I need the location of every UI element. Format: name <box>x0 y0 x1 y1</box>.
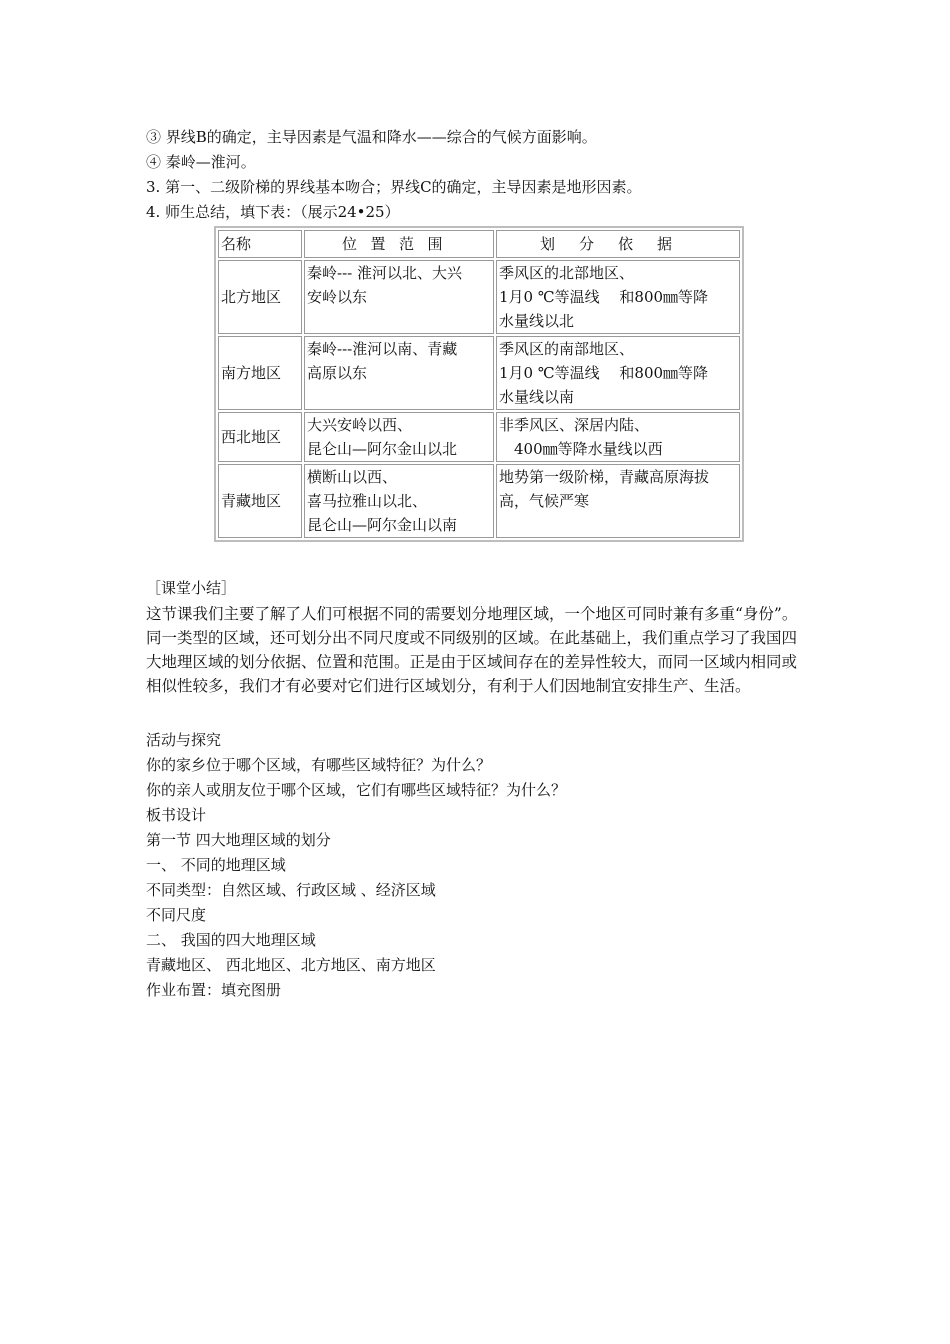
summary-heading: ［课堂小结］ <box>146 579 237 597</box>
outline-item-2: 二、 我国的四大地理区域 <box>146 931 316 949</box>
outline-regions: 青藏地区、 西北地区、北方地区、南方地区 <box>146 956 436 974</box>
table-header-row <box>218 230 740 258</box>
region-name: 西北地区 <box>218 412 302 462</box>
basis-line: 1月0 ℃等温线 和800㎜等降 <box>499 288 709 306</box>
homework: 作业布置：填充图册 <box>146 981 282 999</box>
basis-line: 水量线以南 <box>499 388 575 406</box>
header-basis: 划分依据 <box>496 230 740 258</box>
basis-line: 非季风区、深居内陆、 <box>499 416 650 434</box>
outline-item-1: 一、 不同的地理区域 <box>146 856 286 874</box>
activity-heading: 活动与探究 <box>146 731 222 749</box>
basis-line: 季风区的北部地区、 <box>499 264 635 282</box>
basis-line: 季风区的南部地区、 <box>499 340 635 358</box>
basis-line: 高，气候严寒 <box>499 492 590 510</box>
summary-paragraph: 这节课我们主要了解了人们可根据不同的需要划分地理区域，一个地区可同时兼有多重“身份”。同一类型的区域，还可划分出不同尺度或不同级别的区域。在此基础上，我们重点学习了我国四大地理区域的划分依据、位置和范围。正是由于区域间存在的差异性较大，而同一区域内相同或相似性较多，我们才有必要对它们进行区域划分，有利于人们因地制宜安排生产、生活。 <box>146 605 798 695</box>
header-position: 位置范围 <box>304 230 494 258</box>
position-line: 高原以东 <box>307 364 368 382</box>
region-name: 青藏地区 <box>218 464 302 538</box>
text-line-4: 4. 师生总结，填下表：（展示24•25） <box>146 203 400 221</box>
activity-question-1: 你的家乡位于哪个区域，有哪些区域特征？为什么？ <box>146 756 492 774</box>
position-line: 秦岭---淮河以南、青藏 <box>307 340 458 358</box>
board-design-heading: 板书设计 <box>146 806 207 824</box>
region-basis <box>496 260 740 334</box>
region-basis <box>496 336 740 410</box>
basis-line: 地势第一级阶梯，青藏高原海拔 <box>499 468 710 486</box>
text-line-3: 3. 第一、二级阶梯的界线基本吻合；界线C的确定，主导因素是地形因素。 <box>146 178 642 196</box>
position-line: 昆仑山—阿尔金山以北 <box>307 440 458 458</box>
region-name: 南方地区 <box>218 336 302 410</box>
regions-table <box>214 226 744 542</box>
region-position <box>304 260 494 334</box>
position-line: 横断山以西、 <box>307 468 398 486</box>
region-basis <box>496 412 740 462</box>
basis-line: 水量线以北 <box>499 312 575 330</box>
table-row <box>218 260 740 334</box>
header-name: 名称 <box>218 230 302 258</box>
region-position <box>304 464 494 538</box>
outline-types: 不同类型：自然区域、行政区域 、经济区域 <box>146 881 436 899</box>
text-line-1: ③ 界线B的确定，主导因素是气温和降水——综合的气候方面影响。 <box>146 128 597 146</box>
table-row <box>218 412 740 462</box>
text-line-2: ④ 秦岭—淮河。 <box>146 153 256 171</box>
basis-line: 1月0 ℃等温线 和800㎜等降 <box>499 364 709 382</box>
position-line: 喜马拉雅山以北、 <box>307 492 428 510</box>
table-row <box>218 464 740 538</box>
basis-line: 400㎜等降水量线以西 <box>499 440 663 458</box>
activity-question-2: 你的亲人或朋友位于哪个区域，它们有哪些区域特征？为什么？ <box>146 781 567 799</box>
region-name: 北方地区 <box>218 260 302 334</box>
section-title: 第一节 四大地理区域的划分 <box>146 831 331 849</box>
region-basis <box>496 464 740 538</box>
region-position <box>304 336 494 410</box>
position-line: 秦岭--- 淮河以北、大兴 <box>307 264 462 282</box>
position-line: 大兴安岭以西、 <box>307 416 413 434</box>
outline-scales: 不同尺度 <box>146 906 207 924</box>
table-row <box>218 336 740 410</box>
region-position <box>304 412 494 462</box>
position-line: 昆仑山—阿尔金山以南 <box>307 516 458 534</box>
position-line: 安岭以东 <box>307 288 368 306</box>
